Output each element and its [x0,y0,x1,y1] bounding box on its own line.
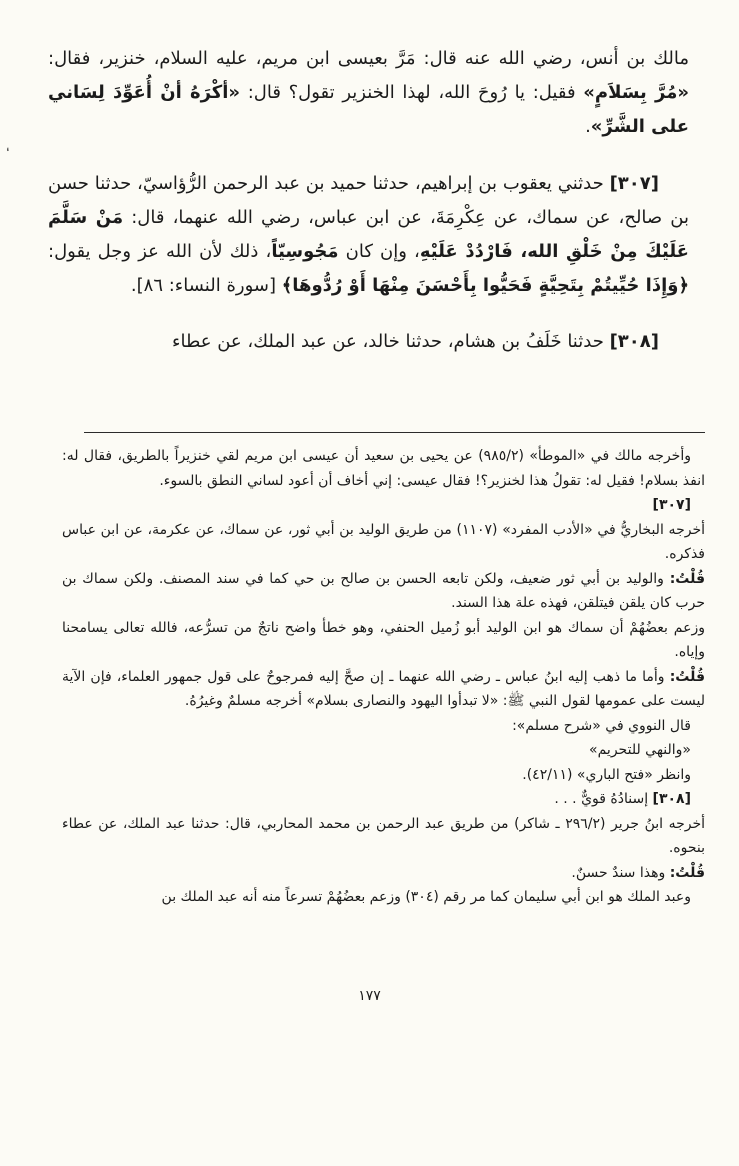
hadith-307-paragraph [48,167,689,304]
footnote-paragraph [62,518,705,567]
narration-text: . [585,116,591,138]
main-text-block [48,42,689,360]
quoted-saying: «مُرَّ بِسَلاَمٍ» [583,82,689,104]
footnote-text: «والنهي للتحريم» [589,742,691,758]
footnote-lead: قُلْتُ: [669,864,705,881]
footnote-paragraph [62,567,705,616]
quoted-saying: مَنْ سَلَّمَ عَلَيْكَ مِنْ خَلْقِ الله، فَارْدُدْ عَلَيْهِ [48,206,689,262]
quoted-saying: مَجُوسِيّاً [271,240,339,262]
footnote-text: قال النووي في «شرح مسلم»: [512,717,691,734]
footnote-paragraph [62,616,705,665]
footnote-paragraph [62,493,705,518]
footnote-text: وأخرجه مالك في «الموطأ» (٩٨٥/٢) عن يحيى بن سعيد أن عيسى ابن مريم لقي خنزيراً بالطريق، فقال له: انفذ بسلام! فقيل له: تقولُ هذا لخنزير؟! فقال عيسى: إني أخاف أن أعود لساني النطق بالسوء. [62,448,705,489]
footnote-paragraph [62,885,705,910]
scan-mark: ، [2,139,12,156]
footnote-lead: قُلْتُ: [669,668,705,685]
hadith-308-paragraph [48,325,689,359]
footnote-text: وهذا سندٌ حسنٌ. [571,864,670,881]
footnote-text: وعبد الملك هو ابن أبي سليمان كما مر رقم (٣٠٤) وزعم بعضُهُمْ تسرعاً منه أنه عبد الملك بن [161,889,691,905]
hadith-number: [٣٠٨] [609,331,659,353]
footnote-text: إسنادُهُ قويٌّ . . . [554,791,653,807]
footnote-paragraph [62,787,705,812]
footnote-text: وأما ما ذهب إليه ابنُ عباس ـ رضي الله عنهما ـ إن صحَّ إليه فمرجوحٌ على قول جمهور العلماء، فإن الآية ليست على عمومها لقول النبي ﷺ: «لا تبدأوا اليهود والنصارى بسلام» أخرجه مسلمٌ وغيرُهُ. [62,668,705,709]
footnote-lead: [٣٠٧] [652,497,691,513]
footnote-paragraph [62,861,705,886]
footnote-text: والوليد بن أبي ثور ضعيف، ولكن تابعه الحسن بن صالح بن حي كما في سند المصنف. ولكن سماك بن حرب كان يلقن فيتلقن، فهذه علة هذا السند. [62,570,705,611]
footnote-lead: [٣٠٨] [652,791,691,807]
narration-text: ، وإن كان [338,240,420,262]
footnote-paragraph [62,444,705,493]
isnad-text: حدثنا خَلَفُ بن هشام، حدثنا خالد، عن عبد الملك، عن عطاء [172,331,610,353]
footnote-paragraph [62,812,705,861]
quran-verse: ﴿وَإِذَا حُيِّيتُمْ بِتَحِيَّةٍ فَحَيُّوا بِأَحْسَنَ مِنْهَا أَوْ رُدُّوهَا﴾ [281,275,689,297]
narration-text: مالك بن أنس، رضي الله عنه قال: مَرَّ بعيسى ابن مريم، عليه السلام، خنزير، فقال: [48,48,689,69]
footnote-paragraph [62,665,705,714]
hadith-continuation-paragraph [48,42,689,145]
footnote-text: وانظر «فتح الباري» (٤٢/١١). [522,766,691,783]
footnote-lead: قُلْتُ: [669,570,705,587]
page-number: ١٧٧ [358,988,381,1004]
narration-text: فقيل: يا رُوحَ الله، لهذا الخنزير تقول؟ قال: [240,82,584,104]
footnote-separator [84,432,705,433]
footnote-text: أخرجه البخاريُّ في «الأدب المفرد» (١١٠٧) من طريق الوليد بن أبي ثور، عن سماك، عن عكرمة، عن ابن عباس فذكره. [62,521,705,562]
footnote-text: وزعم بعضُهُمْ أن سماك هو ابن الوليد أبو زُميل الحنفي، وهو خطأ واضح ناتجٌ من تسرُّعه، فالله تعالى يسامحنا وإياه. [62,619,705,660]
isnad-text: حدثني يعقوب بن إبراهيم، حدثنا حميد بن عبد الرحمن الرُّؤاسيّ، حدثنا حسن بن صالح، عن سماك، عن عِكْرِمَةَ، عن ابن عباس، رضي الله عنهما، قال: [48,172,690,228]
narration-text: ، ذلك لأن الله عز وجل يقول: [48,240,272,262]
footnote-paragraph [62,714,705,739]
verse-reference: [سورة النساء: ٨٦]. [130,275,282,297]
quoted-saying: «أكْرَهُ أنْ أُعَوِّدَ لِسَاني على الشَّرِّ» [48,82,689,138]
footnote-text: أخرجه ابنُ جرير (٢٩٦/٢ ـ شاكر) من طريق عبد الرحمن بن محمد المحاربي، قال: حدثنا عبد الملك، عن عطاء بنحوه. [62,815,706,856]
footnote-paragraph [62,738,705,763]
footnote-paragraph [62,763,705,788]
hadith-number: [٣٠٧] [609,172,659,194]
footnotes-block [62,444,705,910]
